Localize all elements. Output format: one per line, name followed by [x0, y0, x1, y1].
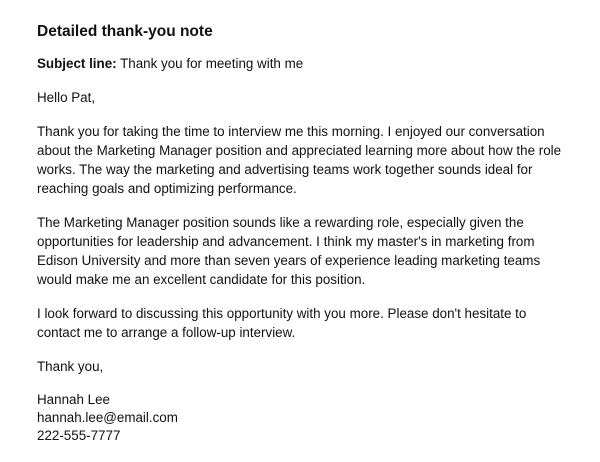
subject-label: Subject line:: [37, 56, 117, 71]
body-paragraph-1: Thank you for taking the time to interview me this morning. I enjoyed our conversation about the Marketing Manager position and appreciated learning more about how the role works. The way the marketing and advertising teams work together sounds ideal for reaching goals and optimizing performance.: [37, 124, 562, 196]
signature-block: [37, 391, 570, 445]
signature-name: Hannah Lee: [37, 392, 110, 407]
signature-phone: 222-555-7777: [37, 428, 121, 443]
document-title: Detailed thank-you note: [37, 23, 213, 40]
body-paragraph-3: I look forward to discussing this opportunity with you more. Please don't hesitate to contact me to arrange a follow-up interview.: [37, 306, 527, 340]
closing: Thank you,: [37, 359, 104, 374]
subject-line: [37, 54, 570, 73]
body-paragraph-2: The Marketing Manager position sounds like a rewarding role, especially given the opportunities for leadership and advancement. I think my master's in marketing from Edison University and more than seven years of experience leading marketing teams would make me an excellent candidate for this position.: [37, 215, 541, 287]
signature-email: hannah.lee@email.com: [37, 410, 178, 425]
greeting: Hello Pat,: [37, 90, 96, 105]
subject-text: Thank you for meeting with me: [116, 56, 304, 71]
